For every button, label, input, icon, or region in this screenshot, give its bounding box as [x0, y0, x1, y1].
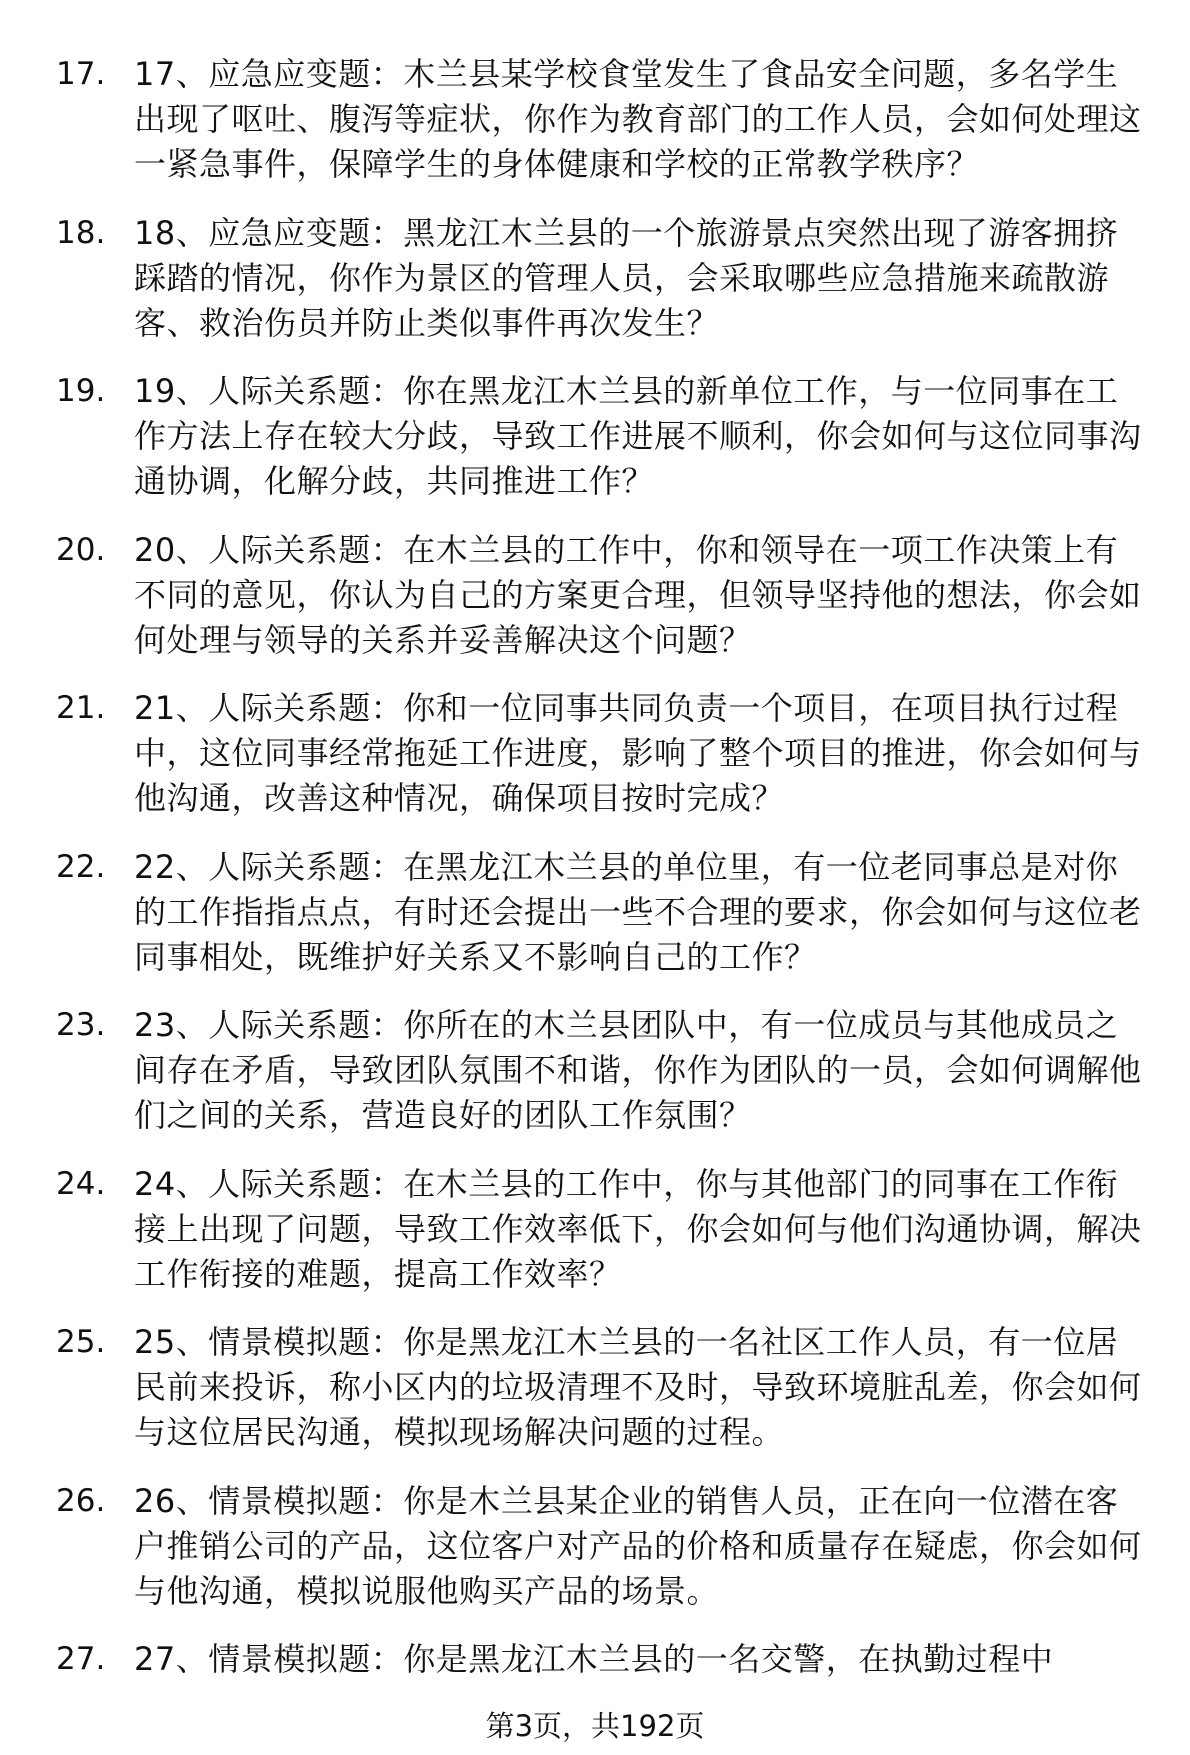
question-item	[56, 1479, 1156, 1614]
question-item	[56, 211, 1156, 346]
question-number: 19.	[56, 373, 106, 409]
question-text: 24、人际关系题：在木兰县的工作中，你与其他部门的同事在工作衔接上出现了问题，导致工作效率低下，你会如何与他们沟通协调，解决工作衔接的难题，提高工作效率？	[134, 1164, 1142, 1293]
question-item	[56, 528, 1156, 663]
question-item	[56, 1162, 1156, 1297]
question-text: 18、应急应变题：黑龙江木兰县的一个旅游景点突然出现了游客拥挤踩踏的情况，你作为景区的管理人员，会采取哪些应急措施来疏散游客、救治伤员并防止类似事件再次发生？	[134, 213, 1119, 342]
question-item	[56, 1003, 1156, 1138]
question-number: 26.	[56, 1482, 106, 1519]
question-list	[56, 52, 1156, 1706]
question-text: 20、人际关系题：在木兰县的工作中，你和领导在一项工作决策上有不同的意见，你认为自己的方案更合理，但领导坚持他的想法，你会如何处理与领导的关系并妥善解决这个问题？	[134, 530, 1142, 659]
question-number: 18.	[56, 214, 106, 251]
page-footer	[0, 1706, 1190, 1746]
question-number: 27.	[56, 1641, 106, 1677]
question-item	[56, 686, 1156, 821]
question-text: 22、人际关系题：在黑龙江木兰县的单位里，有一位老同事总是对你的工作指指点点，有时还会提出一些不合理的要求，你会如何与这位老同事相处，既维护好关系又不影响自己的工作？	[134, 847, 1142, 976]
question-text: 17、应急应变题：木兰县某学校食堂发生了食品安全问题，多名学生出现了呕吐、腹泻等症状，你作为教育部门的工作人员，会如何处理这一紧急事件，保障学生的身体健康和学校的正常教学秩序？	[134, 55, 1142, 183]
question-number: 21.	[56, 690, 106, 726]
question-number: 20.	[56, 531, 106, 568]
question-text: 21、人际关系题：你和一位同事共同负责一个项目，在项目执行过程中，这位同事经常拖延工作进度，影响了整个项目的推进，你会如何与他沟通，改善这种情况，确保项目按时完成？	[134, 689, 1142, 817]
question-number: 22.	[56, 848, 106, 885]
question-text: 27、情景模拟题：你是黑龙江木兰县的一名交警，在执勤过程中	[134, 1640, 1054, 1678]
question-text: 25、情景模拟题：你是黑龙江木兰县的一名社区工作人员，有一位居民前来投诉，称小区内的垃圾清理不及时，导致环境脏乱差，你会如何与这位居民沟通，模拟现场解决问题的过程。	[134, 1323, 1142, 1451]
question-number: 24.	[56, 1165, 106, 1202]
question-number: 25.	[56, 1324, 106, 1360]
question-text: 23、人际关系题：你所在的木兰县团队中，有一位成员与其他成员之间存在矛盾，导致团队氛围不和谐，你作为团队的一员，会如何调解他们之间的关系，营造良好的团队工作氛围？	[134, 1006, 1142, 1134]
page-number-label: 第3页，共192页	[485, 1709, 705, 1743]
question-item	[56, 845, 1156, 980]
question-number: 17.	[56, 56, 106, 92]
question-text: 19、人际关系题：你在黑龙江木兰县的新单位工作，与一位同事在工作方法上存在较大分歧，导致工作进展不顺利，你会如何与这位同事沟通协调，化解分歧，共同推进工作？	[134, 372, 1142, 500]
question-item	[56, 1320, 1156, 1455]
question-text: 26、情景模拟题：你是木兰县某企业的销售人员，正在向一位潜在客户推销公司的产品，这位客户对产品的价格和质量存在疑虑，你会如何与他沟通，模拟说服他购买产品的场景。	[134, 1481, 1142, 1610]
question-item	[56, 1637, 1156, 1682]
question-item	[56, 52, 1156, 187]
question-number: 23.	[56, 1007, 106, 1043]
question-item	[56, 369, 1156, 504]
